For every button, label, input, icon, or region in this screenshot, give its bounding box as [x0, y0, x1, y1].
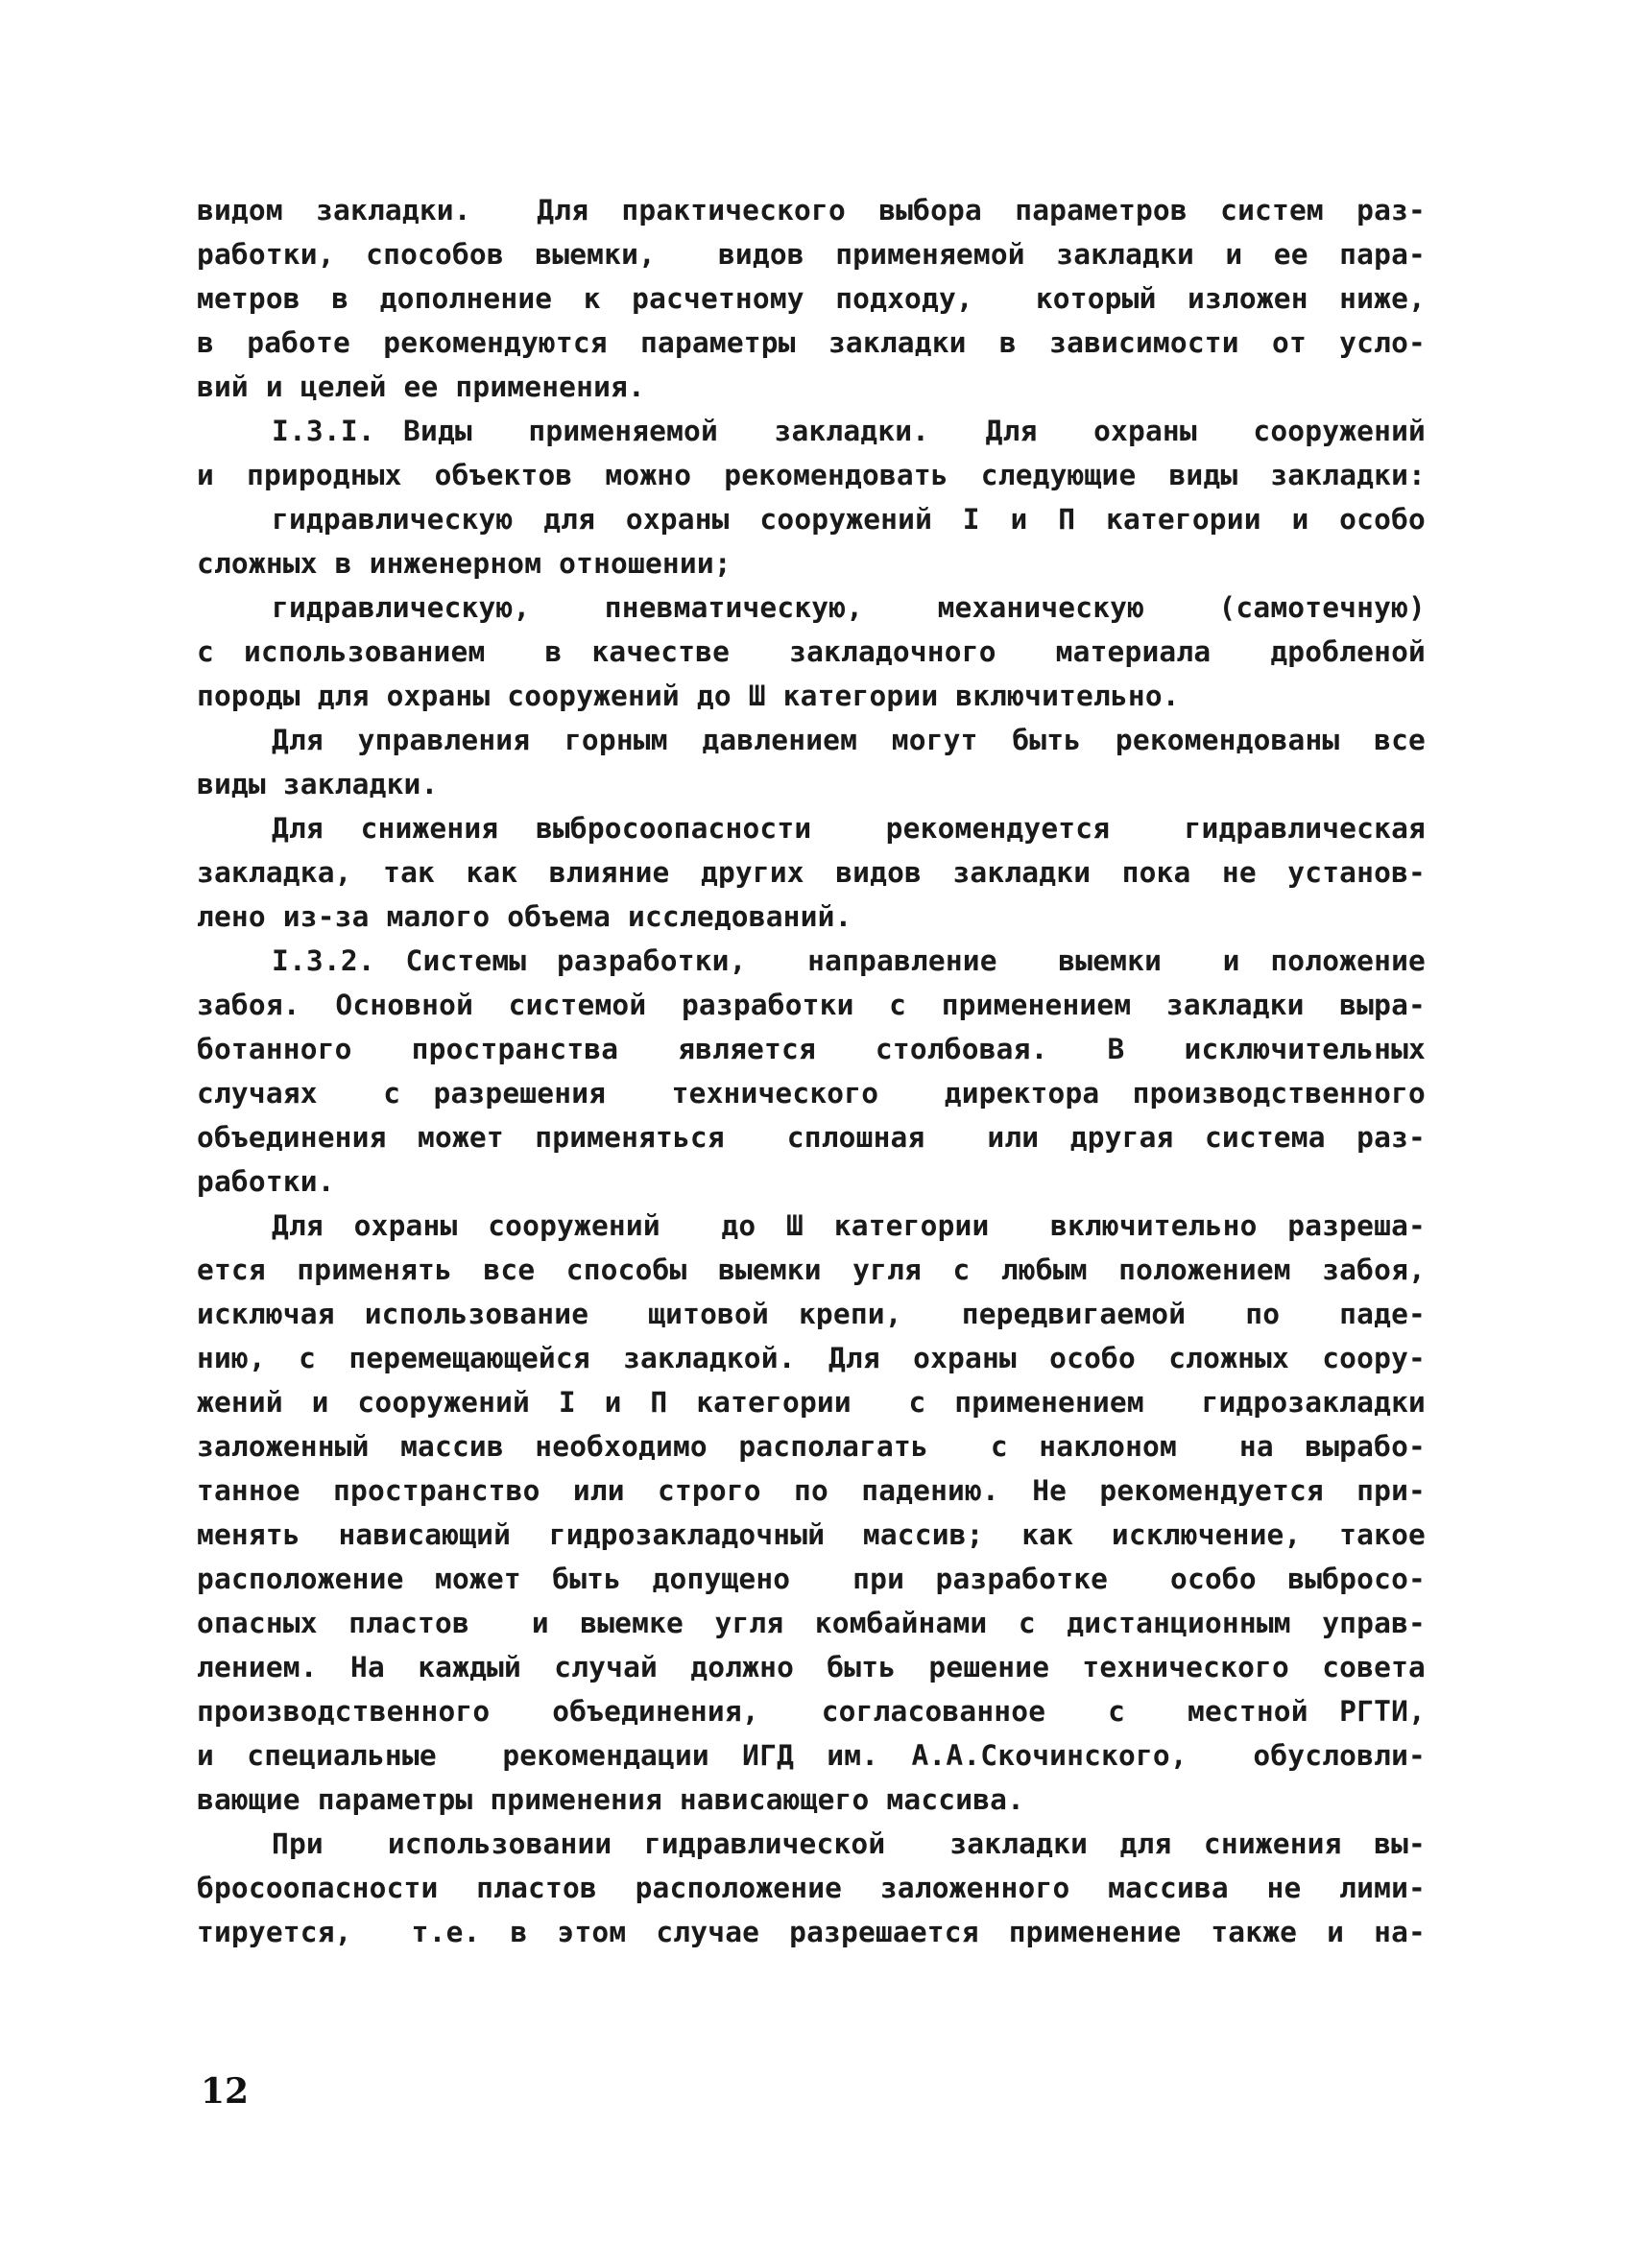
text-line: I.3.2. Системы разработки, направление выемки и положение: [272, 944, 1426, 977]
text-line: лением. На каждый случай должно быть решение технического совета: [197, 1651, 1426, 1683]
text-line: в работе рекомендуются параметры закладки в зависимости от усло-: [197, 326, 1426, 359]
text-line: танное пространство или строго по падению. Не рекомендуется при-: [197, 1474, 1426, 1507]
text-line: производственного объединения, согласованное с местной РГТИ,: [197, 1695, 1426, 1728]
text-line: нию, с перемещающейся закладкой. Для охраны особо сложных соору-: [197, 1342, 1426, 1374]
text-line: вий и целей ее применения.: [197, 370, 645, 403]
text-line: ботанного пространства является столбовая. В исключительных: [197, 1033, 1426, 1065]
text-line: виды закладки.: [197, 768, 439, 800]
text-line: работки.: [197, 1165, 335, 1198]
text-line: гидравлическую, пневматическую, механическую (самотечную): [272, 591, 1426, 624]
body-text: [197, 188, 1426, 1954]
text-line: закладка, так как влияние других видов закладки пока не установ-: [197, 856, 1426, 889]
text-line: жений и сооружений I и П категории с применением гидрозакладки: [197, 1386, 1426, 1419]
text-line: видом закладки. Для практического выбора параметров систем раз-: [197, 194, 1426, 227]
text-line: исключая использование щитовой крепи, передвигаемой по паде-: [197, 1298, 1426, 1330]
text-line: Для управления горным давлением могут быть рекомендованы все: [272, 724, 1426, 756]
text-line: сложных в инженерном отношении;: [197, 547, 732, 580]
text-line: и специальные рекомендации ИГД им. А.А.Скочинского, обусловли-: [197, 1739, 1426, 1772]
text-line: опасных пластов и выемке угля комбайнами с дистанционным управ-: [197, 1607, 1426, 1639]
text-line: вающие параметры применения нависающего массива.: [197, 1783, 1025, 1816]
text-line: работки, способов выемки, видов применяемой закладки и ее пара-: [197, 238, 1426, 271]
text-line: гидравлическую для охраны сооружений I и П категории и особо: [272, 503, 1426, 536]
text-line: Для охраны сооружений до Ш категории включительно разреша-: [272, 1209, 1426, 1242]
text-line: и природных объектов можно рекомендовать следующие виды закладки:: [197, 459, 1426, 491]
text-line: менять нависающий гидрозакладочный массив; как исключение, такое: [197, 1518, 1426, 1551]
text-line: породы для охраны сооружений до Ш категории включительно.: [197, 680, 1180, 712]
text-line: Для снижения выбросоопасности рекомендуется гидравлическая: [272, 812, 1426, 845]
text-line: случаях с разрешения технического директора производственного: [197, 1077, 1426, 1110]
text-line: метров в дополнение к расчетному подходу, который изложен ниже,: [197, 282, 1426, 315]
text-line: забоя. Основной системой разработки с применением закладки выра-: [197, 989, 1426, 1021]
text-line: I.3.I. Виды применяемой закладки. Для охраны сооружений: [272, 415, 1426, 447]
text-line: объединения может применяться сплошная или другая система раз-: [197, 1121, 1426, 1154]
text-line: заложенный массив необходимо располагать с наклоном на вырабо-: [197, 1430, 1426, 1463]
text-line: лено из-за малого объема исследований.: [197, 900, 852, 933]
text-line: расположение может быть допущено при разработке особо выбросо-: [197, 1563, 1426, 1595]
text-line: При использовании гидравлической закладки для снижения вы-: [272, 1827, 1426, 1860]
page-number: 12: [201, 2071, 250, 2112]
text-line: с использованием в качестве закладочного материала дробленой: [197, 635, 1426, 668]
text-line: ется применять все способы выемки угля с любым положением забоя,: [197, 1253, 1426, 1286]
text-line: бросоопасности пластов расположение заложенного массива не лими-: [197, 1872, 1426, 1904]
text-line: тируется, т.е. в этом случае разрешается применение также и на-: [197, 1916, 1426, 1948]
